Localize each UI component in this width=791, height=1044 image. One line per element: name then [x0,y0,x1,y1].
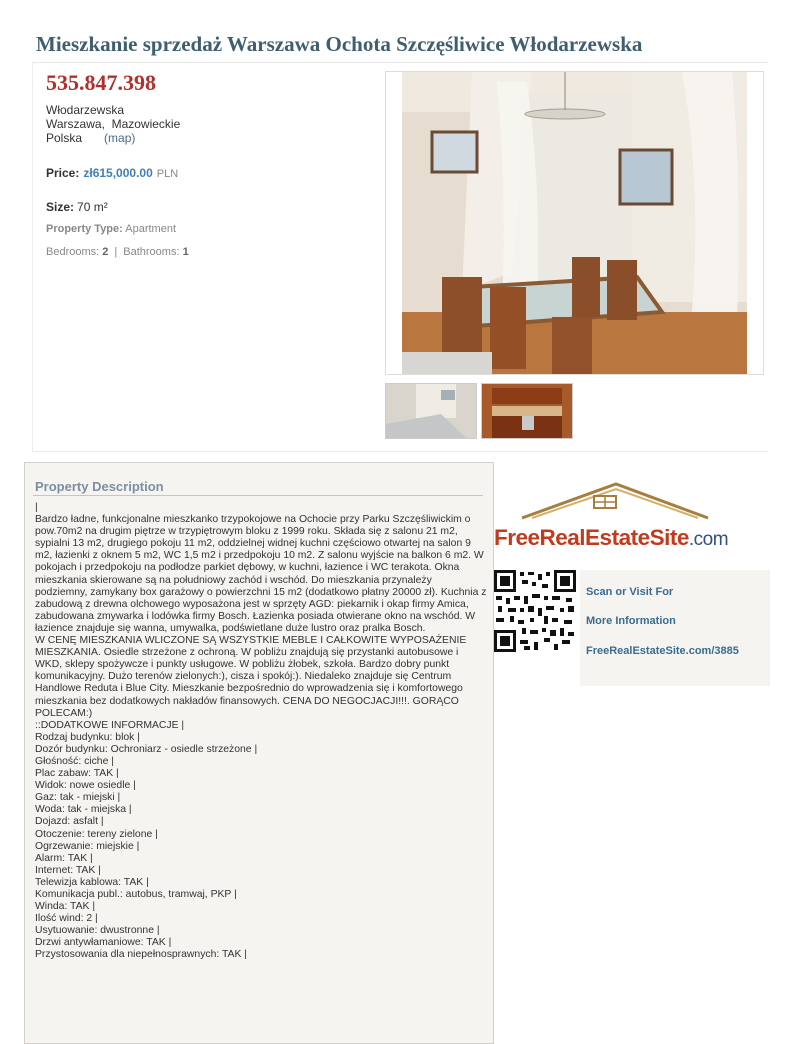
price-currency: PLN [156,168,179,180]
description-line: Winda: TAK | [35,901,96,913]
description-paragraph: W CENĘ MIESZKANIA WLICZONE SĄ WSZYSTKIE MEBLE I CAŁKOWITE WYPOSAŻENIE MIESZKANIA. Osiedle strzeżone z ochroną. W pobliżu znajdują się przystanki autobusowe i WKD, sklepy spożywcze i punkty usługowe. W pobliżu żłobek, szkoła. Bardzo dobry punkt komunikacyjny. Dużo terenów zielonych:), cisza i spokój:). Niedaleko znajduje się Centrum Handlowe Reduta i Blue City. Mieszkanie bezpośrednio do wprowadzenia się i komfortowego mieszkania bez dodatkowych nakładów finansowych. CENA DO NEGOCJACJI!!!. GORĄCO POLECAM:) [35,635,467,719]
price-label: Price: [46,166,80,180]
listing-id: 535.847.398 [46,70,156,95]
promo-line-scan: Scan or Visit For [586,586,674,598]
description-line: Gaz: tak - miejski | [35,792,121,804]
description-line: Usytuowanie: dwustronne | [35,925,160,937]
address-block [46,103,180,145]
bedrooms-label: Bedrooms: [46,246,100,258]
description-line: Głośność: ciche | [35,755,114,767]
promo-url-link[interactable]: FreeRealEstateSite.com/3885 [586,645,739,657]
description-heading: Property Description [35,479,164,494]
description-line: Komunikacja publ.: autobus, tramwaj, PKP | [35,889,237,900]
description-line: Widok: nowe osiedle | [35,780,136,792]
description-line: Ogrzewanie: miejskie | [35,840,140,852]
size-label: Size: [46,200,75,214]
description-line: | [35,502,38,513]
description-line: Dojazd: asfalt | [35,816,104,828]
price-value: zł615,000.00 [83,166,153,180]
description-divider [33,495,483,496]
description-line: ::DODATKOWE INFORMACJE | [35,719,185,731]
logo-main-text: FreeRealEstateSite [494,525,689,550]
logo-suffix-text: .com [688,529,729,550]
site-logo[interactable] [494,525,728,551]
description-paragraph: Bardzo ładne, funkcjonalne mieszkanko trzypokojowe na Ochocie przy Parku Szczęśliwickim o pow.70m2 na drugim piętrze w trzypiętrowym bloku z 1999 roku. Składa się z salonu 21 m2, sypialni 13 m2, drugiego pokoju 11 m2, oddzielnej widnej kuchni częściowo otwartej na salon 9 m2, łazienki z oknem 5 m2, WC 1,5 m2 i przedpokoju 10 m2. Z salonu wyjście na balkon 6 m2. W pokojach i przedpokoju na podłodze parkiet dębowy, w kuchni, łazience i WC terakota. Okna mieszkania skierowane są na południowy zachód i wschód. Do mieszkania przynależy podziemny, zamykany box garażowy o powierzchni 15 m2 (dodatkowo płatny 20000 zł). Kuchnia z zabudową z drewna olchowego wyposażona jest w sprzęty AGD: piekarnik i okap firmy Amica, zabudowana zmywarka i lodówka firmy Bosch. Łazienka posiada otwierane okno na wschód. W łazience znajduje się wanna, umywalka, podświetlane duże lustro oraz pralka Bosch. [35,514,487,634]
address-country-row [46,131,180,145]
main-property-photo[interactable] [385,71,764,375]
photo-thumbnail-living-room[interactable] [385,383,477,439]
description-line: Przystosowania dla niepełnosprawnych: TAK | [35,949,247,961]
description-line: Rodzaj budynku: blok | [35,731,140,743]
description-line: Dozór budynku: Ochroniarz - osiedle strzeżone | [35,743,258,755]
size-row [46,200,108,214]
description-line: Woda: tak - miejska | [35,804,132,816]
property-type-value: Apartment [125,223,177,235]
dining-room-photo [402,72,747,374]
promo-box [580,570,770,686]
bedrooms-value: 2 [102,246,109,258]
description-body [35,502,487,962]
description-line: Alarm: TAK | [35,852,93,864]
kitchen-thumbnail-image [482,384,572,438]
description-line: Otoczenie: tereny zielone | [35,828,158,840]
bathrooms-label: Bathrooms: [123,246,180,258]
rooms-separator: | [114,246,118,258]
description-line: Plac zabaw: TAK | [35,768,119,780]
property-type-row [46,223,176,235]
address-country: Polska [46,131,83,145]
description-line: Drzwi antywłamaniowe: TAK | [35,937,172,949]
address-city-region: Warszawa, Mazowieckie [46,117,181,131]
rooms-row [46,246,189,258]
promo-line-info: More Information [586,615,676,627]
description-line: Telewizja kablowa: TAK | [35,876,149,888]
property-type-label: Property Type: [46,223,123,235]
price-row [46,166,178,180]
size-value: 70 m² [77,200,108,214]
property-description-panel [24,462,494,1044]
bathrooms-value: 1 [182,246,189,258]
photo-thumbnail-kitchen[interactable] [481,383,573,439]
description-line: Internet: TAK | [35,864,101,876]
address-street: Włodarzewska [46,103,125,117]
qr-code-icon[interactable] [494,570,576,652]
map-link[interactable]: (map) [104,131,136,145]
description-line: Ilość wind: 2 | [35,913,98,925]
living-room-thumbnail-image [386,384,476,438]
page-title: Mieszkanie sprzedaż Warszawa Ochota Szczęśliwice Włodarzewska [36,32,643,56]
